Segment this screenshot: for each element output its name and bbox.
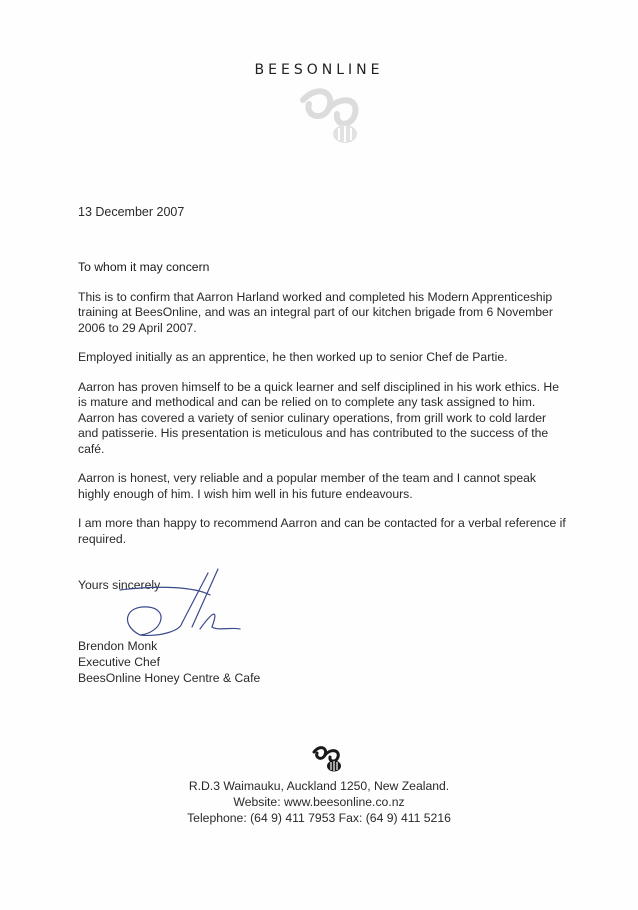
brand-name — [0, 62, 638, 78]
letter-footer — [0, 778, 638, 826]
brand-text: BEESONLINE — [254, 62, 384, 78]
signer-block — [78, 638, 260, 686]
footer-phone: Telephone: (64 9) 411 7953 Fax: (64 9) 411 5216 — [187, 811, 451, 825]
paragraph-2: Employed initially as an apprentice, he then worked up to senior Chef de Partie. — [78, 350, 508, 364]
bee-watermark-icon — [293, 82, 373, 152]
signer-organization: BeesOnline Honey Centre & Cafe — [78, 671, 261, 685]
closing: Yours sincerely — [78, 578, 161, 592]
footer-address: R.D.3 Waimauku, Auckland 1250, New Zealand. — [188, 779, 450, 793]
signer-name: Brendon Monk — [78, 639, 158, 653]
footer-website: Website: www.beesonline.co.nz — [233, 795, 405, 809]
paragraph-3: Aarron has proven himself to be a quick learner and self disciplined in his work ethics. He is mature and methodical and can be relied on to complete any task assigned to him. Aarron has covered a variety of senior culinary operations, from grill work to cold larder and patisserie. His presentation is meticulous and has contributed to the success of the café. — [78, 379, 559, 456]
footer-bee-icon — [310, 742, 346, 774]
letter-date: 13 December 2007 — [78, 205, 185, 219]
letterhead — [0, 62, 638, 78]
salutation: To whom it may concern — [78, 260, 210, 274]
signer-title: Executive Chef — [78, 655, 160, 669]
paragraph-1: This is to confirm that Aarron Harland worked and completed his Modern Apprenticeship training at BeesOnline, and was an integral part of our kitchen brigade from 6 November 2006 to 29 April 2007. — [78, 289, 553, 335]
paragraph-4: Aarron is honest, very reliable and a popular member of the team and I cannot speak highly enough of him. I wish him well in his future endeavours. — [78, 471, 536, 501]
letter-body — [78, 260, 568, 561]
paragraph-5: I am more than happy to recommend Aarron and can be contacted for a verbal reference if required. — [78, 516, 566, 546]
